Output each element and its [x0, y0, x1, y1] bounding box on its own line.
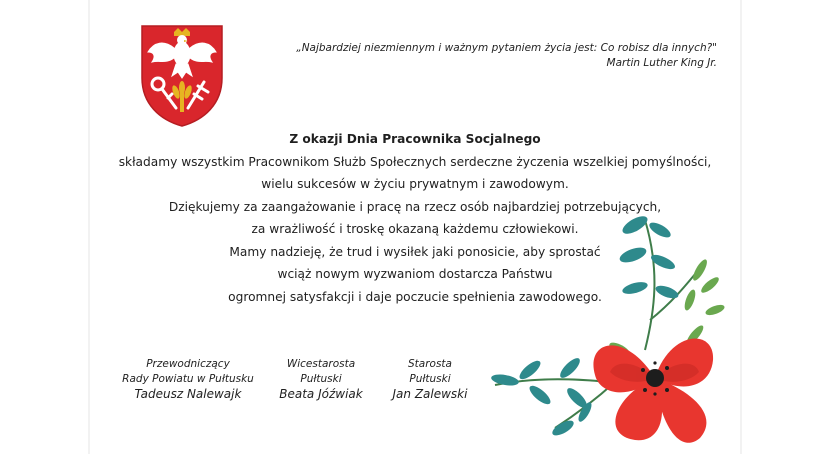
- signature-role: Wicestarosta: [286, 358, 356, 370]
- signature-vice-starost: [261, 357, 381, 403]
- quote-text: „Najbardziej niezmiennym i ważnym pytaniem życia jest: Co robisz dla innych?": [296, 42, 717, 54]
- signature-role: Starosta: [408, 358, 452, 370]
- signature-role: Pułtuski: [409, 372, 451, 385]
- coat-of-arms-icon: [138, 22, 226, 128]
- signature-role: Przewodniczący: [146, 358, 230, 370]
- poppy-flower-illustration-icon: [485, 200, 745, 454]
- greeting-line: składamy wszystkim Pracownikom Służb Społecznych serdeczne życzenia wszelkiej pomyślności,: [118, 154, 712, 169]
- greeting-heading: Z okazji Dnia Pracownika Socjalnego: [289, 132, 541, 146]
- signature-chairman: [108, 357, 268, 403]
- greeting-line: Mamy nadzieję, że trud i wysiłek jaki ponosicie, aby sprostać: [229, 244, 601, 259]
- signature-role: Rady Powiatu w Pułtusku: [122, 372, 254, 385]
- greeting-line: Dziękujemy za zaangażowanie i pracę na rzecz osób najbardziej potrzebujących,: [168, 199, 662, 214]
- signature-name: Beata Jóźwiak: [279, 387, 363, 401]
- signature-name: Tadeusz Nalewajk: [134, 387, 242, 401]
- signature-role: Pułtuski: [300, 372, 342, 385]
- greeting-line: ogromnej satysfakcji i daje poczucie spełnienia zawodowego.: [228, 289, 602, 304]
- greeting-line: za wrażliwość i troskę okazaną każdemu człowiekowi.: [251, 222, 579, 236]
- quote-block: [296, 41, 717, 71]
- quote-author: Martin Luther King Jr.: [606, 57, 717, 69]
- greeting-line: wielu sukcesów w życiu prywatnym i zawodowym.: [261, 177, 569, 191]
- signature-starost: [372, 357, 488, 403]
- signature-name: Jan Zalewski: [392, 387, 468, 401]
- greeting-line: wciąż nowym wyzwaniom dostarcza Państwu: [277, 267, 553, 281]
